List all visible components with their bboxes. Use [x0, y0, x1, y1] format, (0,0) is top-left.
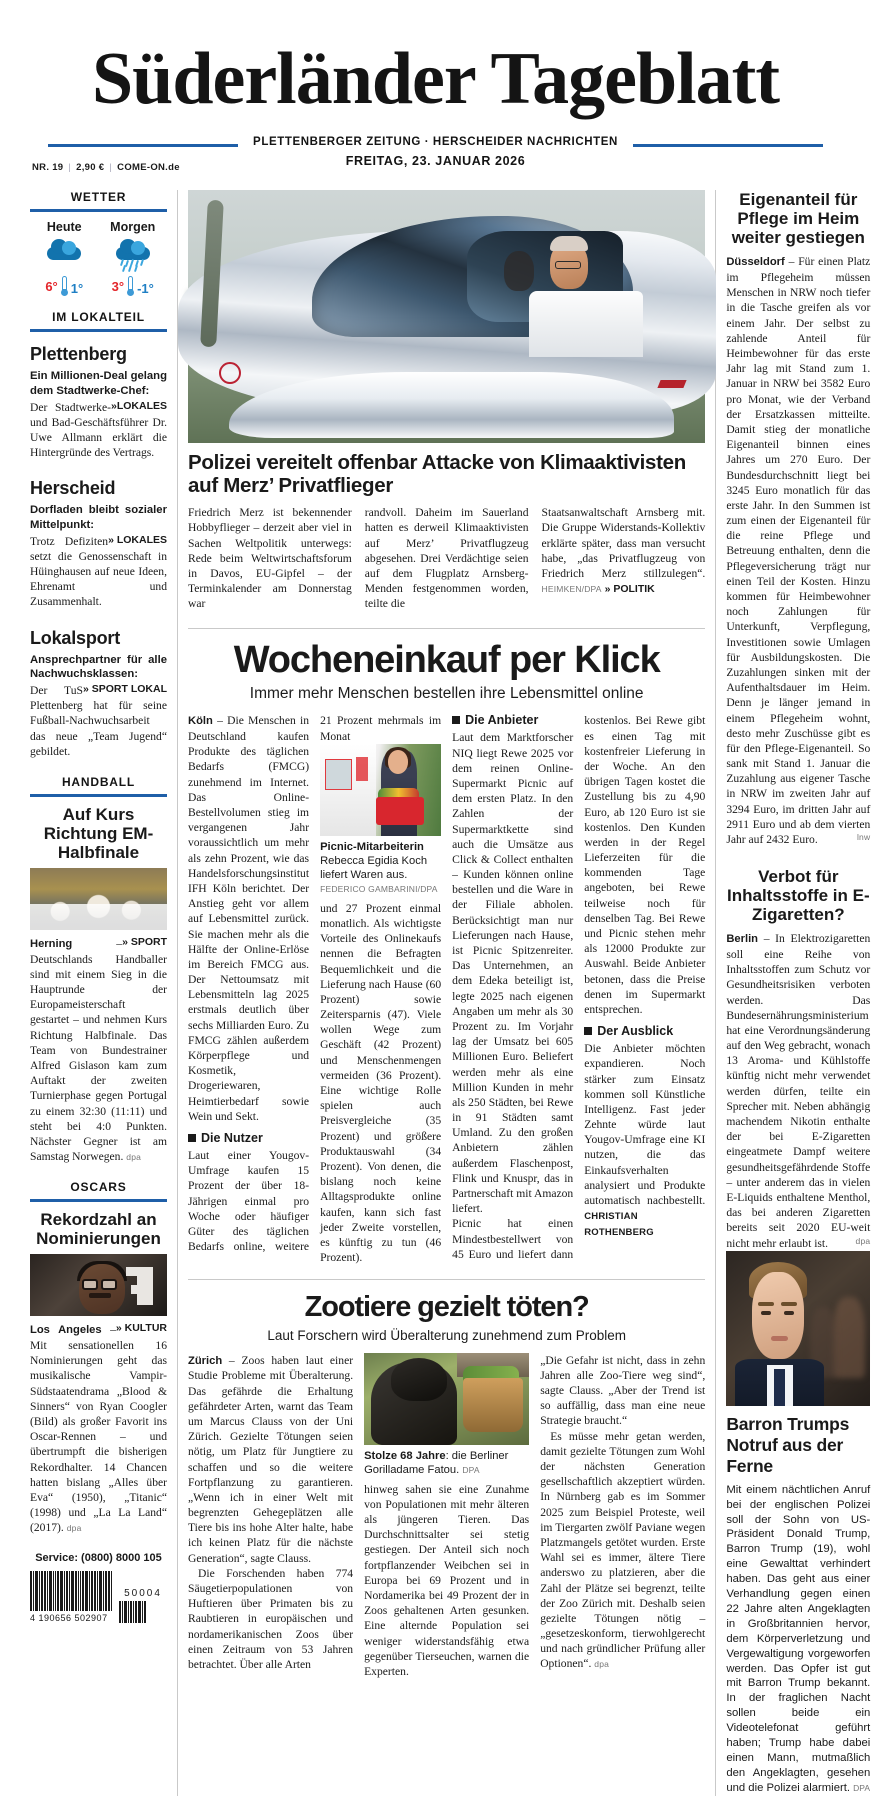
teaser-text: Der Stadtwerke- und Bad-Geschäftsführer Dr. Uwe Allmann erklärt die Hintergründe des Vertrags. — [30, 400, 167, 460]
ezigaretten-source: dpa — [855, 1235, 871, 1246]
oscars-portrait-photo — [30, 1254, 167, 1316]
masthead-editions: PLETTENBERGER ZEITUNG · HERSCHEIDER NACHRICHTEN — [253, 136, 618, 149]
handball-dateline: Herning — [30, 938, 73, 951]
weather-widget — [30, 220, 167, 296]
left-sidebar — [30, 190, 178, 1795]
barron-trump-photo — [726, 1251, 870, 1406]
barron-source: DPA — [853, 1782, 871, 1793]
feature-byline: CHRISTIAN ROTHENBERG — [584, 1211, 654, 1238]
gorilla-figure — [364, 1353, 529, 1477]
right-sidebar — [715, 190, 870, 1795]
feature-col1b: Laut einer Yougov-Umfrage kaufen 15 Prozent der über 18-Jährigen einmal pro Woche oder häufiger Güter des täglichen Bedarfs online, weitere 21 Prozent mehrmals im Monat — [188, 714, 442, 1254]
feature-wocheneinkauf — [188, 628, 705, 1266]
weather-rule — [30, 209, 167, 212]
weather-high: 3° — [111, 278, 125, 294]
article-zootiere — [188, 1279, 705, 1679]
picnic-figure — [320, 744, 441, 896]
handball-headline[interactable]: Auf Kurs Richtung EM-Halbfinale — [43, 804, 154, 863]
lead-source: HEIMKEN/DPA — [541, 584, 602, 595]
gorilla-caption-rest: : die Berliner Gorilladame Fatou. — [364, 1449, 509, 1476]
teaser-lead: Ansprechpartner für alle Nachwuchsklassen: — [30, 653, 167, 681]
bullet-square-icon — [188, 1134, 196, 1142]
handball-text: – Deutschlands Handballer sind mit einem Sieg in die Hauptrunde der Europameisterschaft gestartet – und nehmen Kurs Richtung Halbfinale. Das Team von Bundestrainer Alfred Gislason kam zum Auftakt der zweiten Turnierphase gegen Portugal zu einem 32:30 (11:11) und steht bei 4:0 Punkten. Nächster Gegner ist am Samstag Norwegen. — [30, 937, 167, 1164]
masthead-meta — [32, 162, 180, 173]
teaser-lokalsport[interactable] — [30, 628, 167, 759]
feature-col4b — [584, 1041, 705, 1239]
meta-divider-2: | — [109, 162, 113, 174]
teaser-body — [30, 534, 167, 610]
feature-dateline: Köln — [188, 715, 213, 728]
feature-col1a — [188, 713, 309, 1124]
teaser-title: Plettenberg — [30, 344, 127, 365]
masthead-rule-left — [48, 144, 238, 147]
oscars-headline[interactable]: Rekordzahl an Nominierungen — [36, 1210, 161, 1249]
feature-subtitle: Immer mehr Menschen bestellen ihre Lebensmittel online — [249, 685, 644, 703]
ezigaretten-dateline: Berlin — [726, 933, 759, 946]
pflege-source: lnw — [856, 832, 871, 842]
oscars-ref[interactable]: » KULTUR — [115, 1322, 167, 1335]
website-link[interactable]: COME-ON.de — [117, 162, 180, 174]
ezigaretten-text: – In Elektrozigaretten soll eine Reihe von Inhaltsstoffen zum Schutz vor Gesundheitsrisiken verboten werden. Das Bundesernährungsministerium hat eine Verordnungsänderung auf den Weg gebracht, wonach 13 Aroma- und Kühlstoffe künftig nicht mehr verwendet werden dürfen, teilte ein Sprecher mit. Neben abhängig machendem Nikotin enthalte der bei E-Zigaretten eingeatmete Dampf weitere gesundheitsgefährdende Stoffe – unter anderem das in vielen E-Liquids enthaltene Menthol, das bei anderen Zigaretten bereits seit 2020 EU-weit nicht mehr erlaubt ist. — [726, 932, 871, 1250]
weather-day-label: Heute — [46, 220, 82, 235]
pflege-dateline: Düsseldorf — [726, 256, 785, 269]
page-title: Süderländer Tageblatt — [92, 38, 779, 120]
zoo-col1b: Die Forschenden haben 774 Säugetierpopulationen von Huftieren über Primaten bis zu Raubtieren in europäischen und nordamerikanischen Zoos über einen Zeitraum von 53 Jahren betrachtet. Über alle Arten — [188, 1566, 354, 1671]
lead-body-col3 — [542, 505, 706, 597]
gorilla-caption — [364, 1449, 529, 1477]
feature-col3: Laut dem Marktforscher NIQ liegt Rewe 2025 vor dem reinen Online-Supermarkt Picnic auf dem ersten Platz. In den Zahlen der Supermarktkette sind auch die Umsätze aus Click & Collect enthalten – Kunden können online bestellen und die Ware in der Filiale abholen. Berücksichtigt man nur Lieferungen nach Hause, ist Picnic Spitzenreiter. Das Unternehmen, an dem Edeka beteiligt ist, legte 2025 nach eigenen Angaben um mehr als 30 Prozent zu. Im Vorjahr lag der Umsatz bei 605 Millionen Euro. Beliefert werden mehr als eine Million Kunden in mehr als 250 Städten, bei Rewe in 91 Städten samt Umland. Zu den großen Anbietern zählen außerdem Flaschenpost, Flink und Knuspr, das in Partnerschaft mit Amazon liefert. — [452, 731, 574, 1216]
oscars-source: dpa — [66, 1523, 82, 1534]
zoo-col1-text: – Zoos haben laut einer Studie Probleme mit Überalterung. Das gefährde die Erhaltung gefährdeter Arten, warnt das Team um Marcus Clauss von der Uni Zürich. Gezielte Tötungen seien nötig, um Platz für Jungtiere zu schaffen und so die weitere Fortpflanzung zu garantieren. „Wenn ich in einer Welt mit begrenzten Gehegeplätzen alle Tiere bis ins hohe Alter halte, habe ich keinen Platz für die nächste Generation“, sagte Clauss. — [188, 1353, 354, 1565]
merz-cockpit-photo — [188, 190, 705, 443]
service-phone[interactable]: Service: (0800) 8000 105 — [35, 1551, 162, 1564]
pflege-headline[interactable]: Eigenanteil für Pflege im Heim weiter gestiegen — [731, 190, 865, 248]
masthead-rule-right — [633, 144, 823, 147]
weather-kicker: WETTER — [70, 190, 127, 205]
oscars-body — [30, 1322, 167, 1535]
masthead-subline — [30, 136, 841, 182]
picnic-caption-bold: Picnic-Mitarbeiterin — [320, 840, 424, 853]
feature-body — [188, 713, 705, 1265]
feature-subhead-label: Die Nutzer — [201, 1130, 263, 1145]
lead-body-col3-text: Staatsanwaltschaft Arnsberg mit. Die Gruppe Widerstands-Kollektiv erklärte später, dass man versucht habe, „das Privatflugzeug von Friedrich Merz stillzulegen“. — [541, 506, 706, 580]
oscars-rule — [30, 1199, 167, 1202]
lead-body-col2: randvoll. Daheim im Sauerland hatten es derweil Klimaaktivisten auf Merz’ Privatflugzeug abgesehen. Drei Verdächtige seien auf dem Flugplatz Arnsberg-Menden festgenommen worden, teilte die — [364, 506, 529, 611]
teaser-plettenberg[interactable] — [30, 344, 167, 460]
weather-temps — [102, 276, 164, 296]
lead-body-col1: Friedrich Merz ist bekennender Hobbyflieger – derzeit aber viel in Sachen Weltpolitik unterwegs: Rede beim Weltwirtschaftsforum in Davos, EU-Gipfel – der Terminkalender am Donnerstag war — [188, 506, 352, 611]
weather-low: 1° — [70, 281, 84, 297]
feature-subhead-anbieter — [452, 713, 573, 727]
lokalteil-rule — [30, 329, 167, 332]
barron-body — [726, 1483, 870, 1796]
teaser-body — [30, 683, 167, 759]
teaser-text: Der TuS Plettenberg hat für seine Fußball-Nachwuchsarbeit das neue „Team Jugend“ gebildet. — [30, 684, 167, 758]
main-grid — [30, 190, 871, 1795]
thermometer-icon — [127, 276, 134, 296]
main-content — [178, 190, 715, 1795]
teaser-title: Herscheid — [30, 478, 116, 499]
teaser-ref[interactable]: »LOKALES — [110, 399, 167, 412]
pflege-body — [726, 254, 870, 847]
feature-col2: und 27 Prozent einmal monatlich. Als wichtigste Vorteile des Onlinekaufs nennen die Befragten Bequemlichkeit und die Lieferung nach Hause (60 Prozent) sowie Zeitersparnis (47). Viele wollen Wege zum Geschäft (42 Prozent) und Menschenmengen vermeiden (36 Prozent). Eine wichtige Rolle spielen auch Preisvergleiche (35 Prozent) und größere Produktauswahl (34 Prozent). Von denen, die bislang noch keine Alltagsprodukte online kaufen, kann sich fast jeder Zweite vorstellen, es künftig zu tun (46 Prozent). — [320, 901, 442, 1265]
zoo-subtitle: Laut Forschern wird Überalterung zunehmend zum Problem — [267, 1327, 626, 1343]
handball-kicker: HANDBALL — [61, 774, 136, 789]
feature-title[interactable]: Wocheneinkauf per Klick — [233, 638, 660, 681]
lead-body — [188, 505, 705, 611]
barcode-addon — [119, 1601, 167, 1623]
teaser-title: Lokalsport — [30, 627, 121, 648]
barron-text: Mit einem nächtlichen Anruf bei der englischen Polizei soll der Sohn von US-Präsident Donald Trump, Barron Trump (19), wohl eine Gewalttat verhindert haben. Das geht aus einer Verhandlung gegen einen 22 Jahre alten Angeklagten in Großbritannien hervor, dem Körperverletzung und Vergewaltigung vorgeworfen werden. Das Opfer ist gut mit Barron Trump bekannt. In der fraglichen Nacht sollen beide ein Videotelefonat geführt haben; Trump habe dabei einen Mann, mutmaßlich den Angeklagten, gesehen und die Polizei alarmiert. — [726, 1483, 871, 1794]
teaser-lead: Ein Millionen-Deal gelang dem Stadtwerke-Chef: — [30, 370, 167, 397]
gorilla-caption-bold: Stolze 68 Jahre — [364, 1449, 446, 1462]
weather-high: 6° — [45, 278, 58, 294]
handball-body — [30, 936, 167, 1164]
ezigaretten-headline[interactable]: Verbot für Inhaltsstoffe in E-Zigaretten? — [727, 867, 870, 925]
handball-ref[interactable]: » SPORT — [122, 936, 167, 949]
cloud-icon — [33, 240, 95, 274]
feature-subhead-nutzer — [188, 1131, 309, 1145]
zoo-col3a: „Die Gefahr ist nicht, dass in zehn Jahren alle Zoo-Tiere weg sind“, sagte Clauss. „Aber der Trend ist so auffällig, dass man eine neue Strategie braucht.“ — [540, 1353, 706, 1428]
teaser-body — [30, 400, 167, 461]
masthead-date: FREITAG, 23. JANUAR 2026 — [345, 154, 526, 169]
bullet-square-icon — [584, 1027, 592, 1035]
picnic-credit: FEDERICO GAMBARINI/DPA — [320, 883, 438, 894]
oscars-text: – Mit sensationellen 16 Nominierungen geht das musikalische Vampir-Südstaatendrama „Blood & Sinners“ von Ryan Coogler (Bild) als großer Favorit ins Oscar-Rennen – und übertrumpft die bisherigen Rekordhalter. 14 Chancen hatten bislang „Alles über Eva“ (1950), „Titanic“ (1998) und „La La Land“ (2017). — [30, 1323, 167, 1535]
zoo-col3b — [540, 1429, 705, 1672]
zoo-body — [188, 1353, 705, 1679]
picnic-caption — [320, 840, 441, 896]
pflege-text: – Für einen Platz im Pflegeheim müssen Menschen in NRW noch tiefer in die Tasche greifen als vor einem Jahr. Der selbst zu zahlende Anteil für Heimbewohner für das erste Jahr lag mit Stand zum 1. Januar in NRW bei 3582 Euro pro Monat, wie der Verband der Ersatzkassen mitteilte. Damit stieg der monatliche Eigenanteil binnen eines Jahres um 270 Euro. Der Bundesdurchschnitt liegt bei 3245 Euro monatlich für das erste Jahr. In den Summen ist zum einen der Eigenanteil für die reine Pflege und Betreuung enthalten, denn die Pflegeversicherung trägt nur einen Teil der Kosten. Hinzu kommen für Heimbewohner noch Zahlungen für Unterkunft, Verpflegung, Investitionen sowie Umlagen für Ausbildungskosten. Die Zuzahlungen sinken mit der Aufenthaltsdauer im Heim. Denn je länger jemand in einem Pflegeheim wohnt, desto mehr Zuschüsse gibt es für den Pflege-Eigenanteil. So sank mit Stand 1. Januar die Zuzahlung aus eigener Tasche in NRW im zweiten Jahr auf 3294 Euro, im dritten Jahr auf 2911 Euro und ab dem vierten Jahr auf 2432 Euro. — [726, 255, 871, 846]
feature-subhead-label: Der Ausblick — [597, 1024, 674, 1039]
thermometer-icon — [61, 276, 68, 296]
zoo-dateline: Zürich — [188, 1354, 223, 1367]
gorilla-fatou-photo — [364, 1353, 529, 1445]
handball-team-photo — [30, 868, 167, 930]
lead-ref[interactable]: » POLITIK — [604, 583, 655, 596]
teaser-ref[interactable]: » SPORT LOKAL — [82, 683, 167, 696]
weather-day-label: Morgen — [110, 220, 156, 235]
feature-subhead-ausblick — [584, 1024, 705, 1038]
feature-col4a: Picnic hat einen Mindestbestellwert von 45 Euro und liefert dann kostenlos. Bei Rewe gibt es einen Tag mit kostenfreier Lieferung in der Woche. An den übrigen Tagen kostet die Zustellung bis zu 4,90 Euro, ab 120 Euro ist sie kostenlos. Den Kunden werden in der Regel Lieferzeiten für die kommenden Tage angeboten, bei Rewe teilweise noch für denselben Tag. Bei Rewe und Picnic stehen mehr als 12000 Produkte zur Auswahl. Beide Anbieter betonen, dass die Preise denen im Supermarkt entsprechen. — [452, 714, 706, 1261]
rain-cloud-icon — [102, 240, 164, 274]
article-barron — [726, 1251, 870, 1796]
lokalteil-kicker: IM LOKALTEIL — [52, 310, 145, 325]
weather-day-today — [33, 220, 95, 296]
feature-subhead-label: Die Anbieter — [465, 713, 539, 728]
issue-price: 2,90 € — [76, 162, 105, 174]
issue-number: NR. 19 — [32, 162, 64, 174]
handball-source: dpa — [126, 1152, 142, 1163]
oscars-kicker: OSCARS — [70, 1180, 127, 1195]
handball-rule — [30, 794, 167, 797]
meta-divider-1: | — [68, 162, 72, 174]
oscars-dateline: Los Angeles — [30, 1324, 102, 1337]
zoo-col2: hinweg sahen sie eine Zunahme von Populationen mit mehr älteren als jüngeren Tieren. Das Durchschnittsalter sei stetig gestiegen. Der Anteil sich noch fortpflanzender Weibchen sei in Europa bei 69 Prozent und in Nordamerika bei 49 Prozent der in Zoos gehaltenen Arten gesunken. Eine alternde Population sei weniger widerstandsfähig etwa gegenüber Tierseuchen, warnen die Experten. — [364, 1482, 530, 1678]
teaser-text: Trotz Defiziten setzt die Genossenschaft in Hüinghausen auf neue Ideen, Ehrenamt und Zusammenhalt. — [30, 534, 167, 609]
barron-headline[interactable]: Barron Trumps Notruf aus der Ferne — [726, 1413, 850, 1476]
teaser-lead: Dorfladen bleibt sozialer Mittelpunkt: — [30, 504, 167, 532]
teaser-ref[interactable]: » LOKALES — [108, 533, 167, 546]
zoo-source: dpa — [594, 1659, 610, 1670]
feature-col4b-text: Die Anbieter möchten expandieren. Noch stärker zum Einsatz kommen soll Künstliche Intelligenz. Fast jeder Zehnte würde laut Yougov-Umfrage eine KI nutzen, die das Einkaufsverhalten analysiert und Produkte automatisch nachbestellt. — [584, 1042, 706, 1208]
zoo-col3b-text: Es müsse mehr getan werden, damit gezielte Tötungen zum Wohl der nächsten Generation gesellschaftlich akzeptiert würden. In Nürnberg gab es im Sommer 2025 zum Beispiel Proteste, weil im Tiergarten zwölf Paviane wegen Platzmangels getötet wurden. Erste Wahl sei es immer, ältere Tiere anderswo zu platzieren, aber die Zahl der Plätze sei begrenzt, teilte der Zoo Zürich mit. Deshalb seien gezielte Tötungen nötig – „gesetzeskonform, tierwohlgerecht und nach gründlicher Prüfung aller Optionen“. — [540, 1429, 706, 1671]
gorilla-credit: DPA — [462, 1464, 480, 1475]
barcode-number: 4 190656 502907 — [30, 1612, 108, 1623]
bullet-square-icon — [452, 716, 460, 724]
zoo-title[interactable]: Zootiere gezielt töten? — [304, 1291, 589, 1324]
weather-day-tomorrow — [102, 220, 164, 296]
barcode-main — [30, 1571, 113, 1611]
teaser-herscheid[interactable] — [30, 478, 167, 609]
feature-col1a-text: – Die Menschen in Deutschland kaufen Produkte des täglichen Bedarfs (FMCG) zunehmend im Internet. Das Online-Bestellvolumen stieg im vergangenen Jahr voraussichtlich um mehr als zehn Prozent, wie das Handelsforschungsinstitut IFH Köln berichtet. Der Anstieg geht vor allem auf Lebensmittel zurück. Sie machen mehr als die Hälfte der Online-Erlöse im Bereich FMCG aus. Der Nettoumsatz mit Lebensmitteln lag 2025 erstmals deutlich über sechs Milliarden Euro. Zu FMCG zählen außerdem Körperpflege und Kosmetik, Drogeriewaren, Heimtierbedarf sowie Wein und Sekt. — [188, 714, 310, 1123]
zoo-col1 — [188, 1353, 353, 1566]
picnic-caption-rest: Rebecca Egidia Koch liefert Waren aus. — [320, 854, 428, 881]
picnic-delivery-photo — [320, 744, 441, 836]
barcode-addon-number: 50004 — [124, 1587, 162, 1599]
lead-headline[interactable]: Polizei vereitelt offenbar Attacke von Klimaaktivisten auf Merz’ Privatflieger — [188, 451, 686, 498]
barcode-area — [30, 1571, 167, 1623]
ezigaretten-body — [726, 931, 870, 1250]
masthead — [0, 0, 871, 182]
weather-low: -1° — [137, 281, 154, 297]
weather-temps — [33, 276, 95, 296]
